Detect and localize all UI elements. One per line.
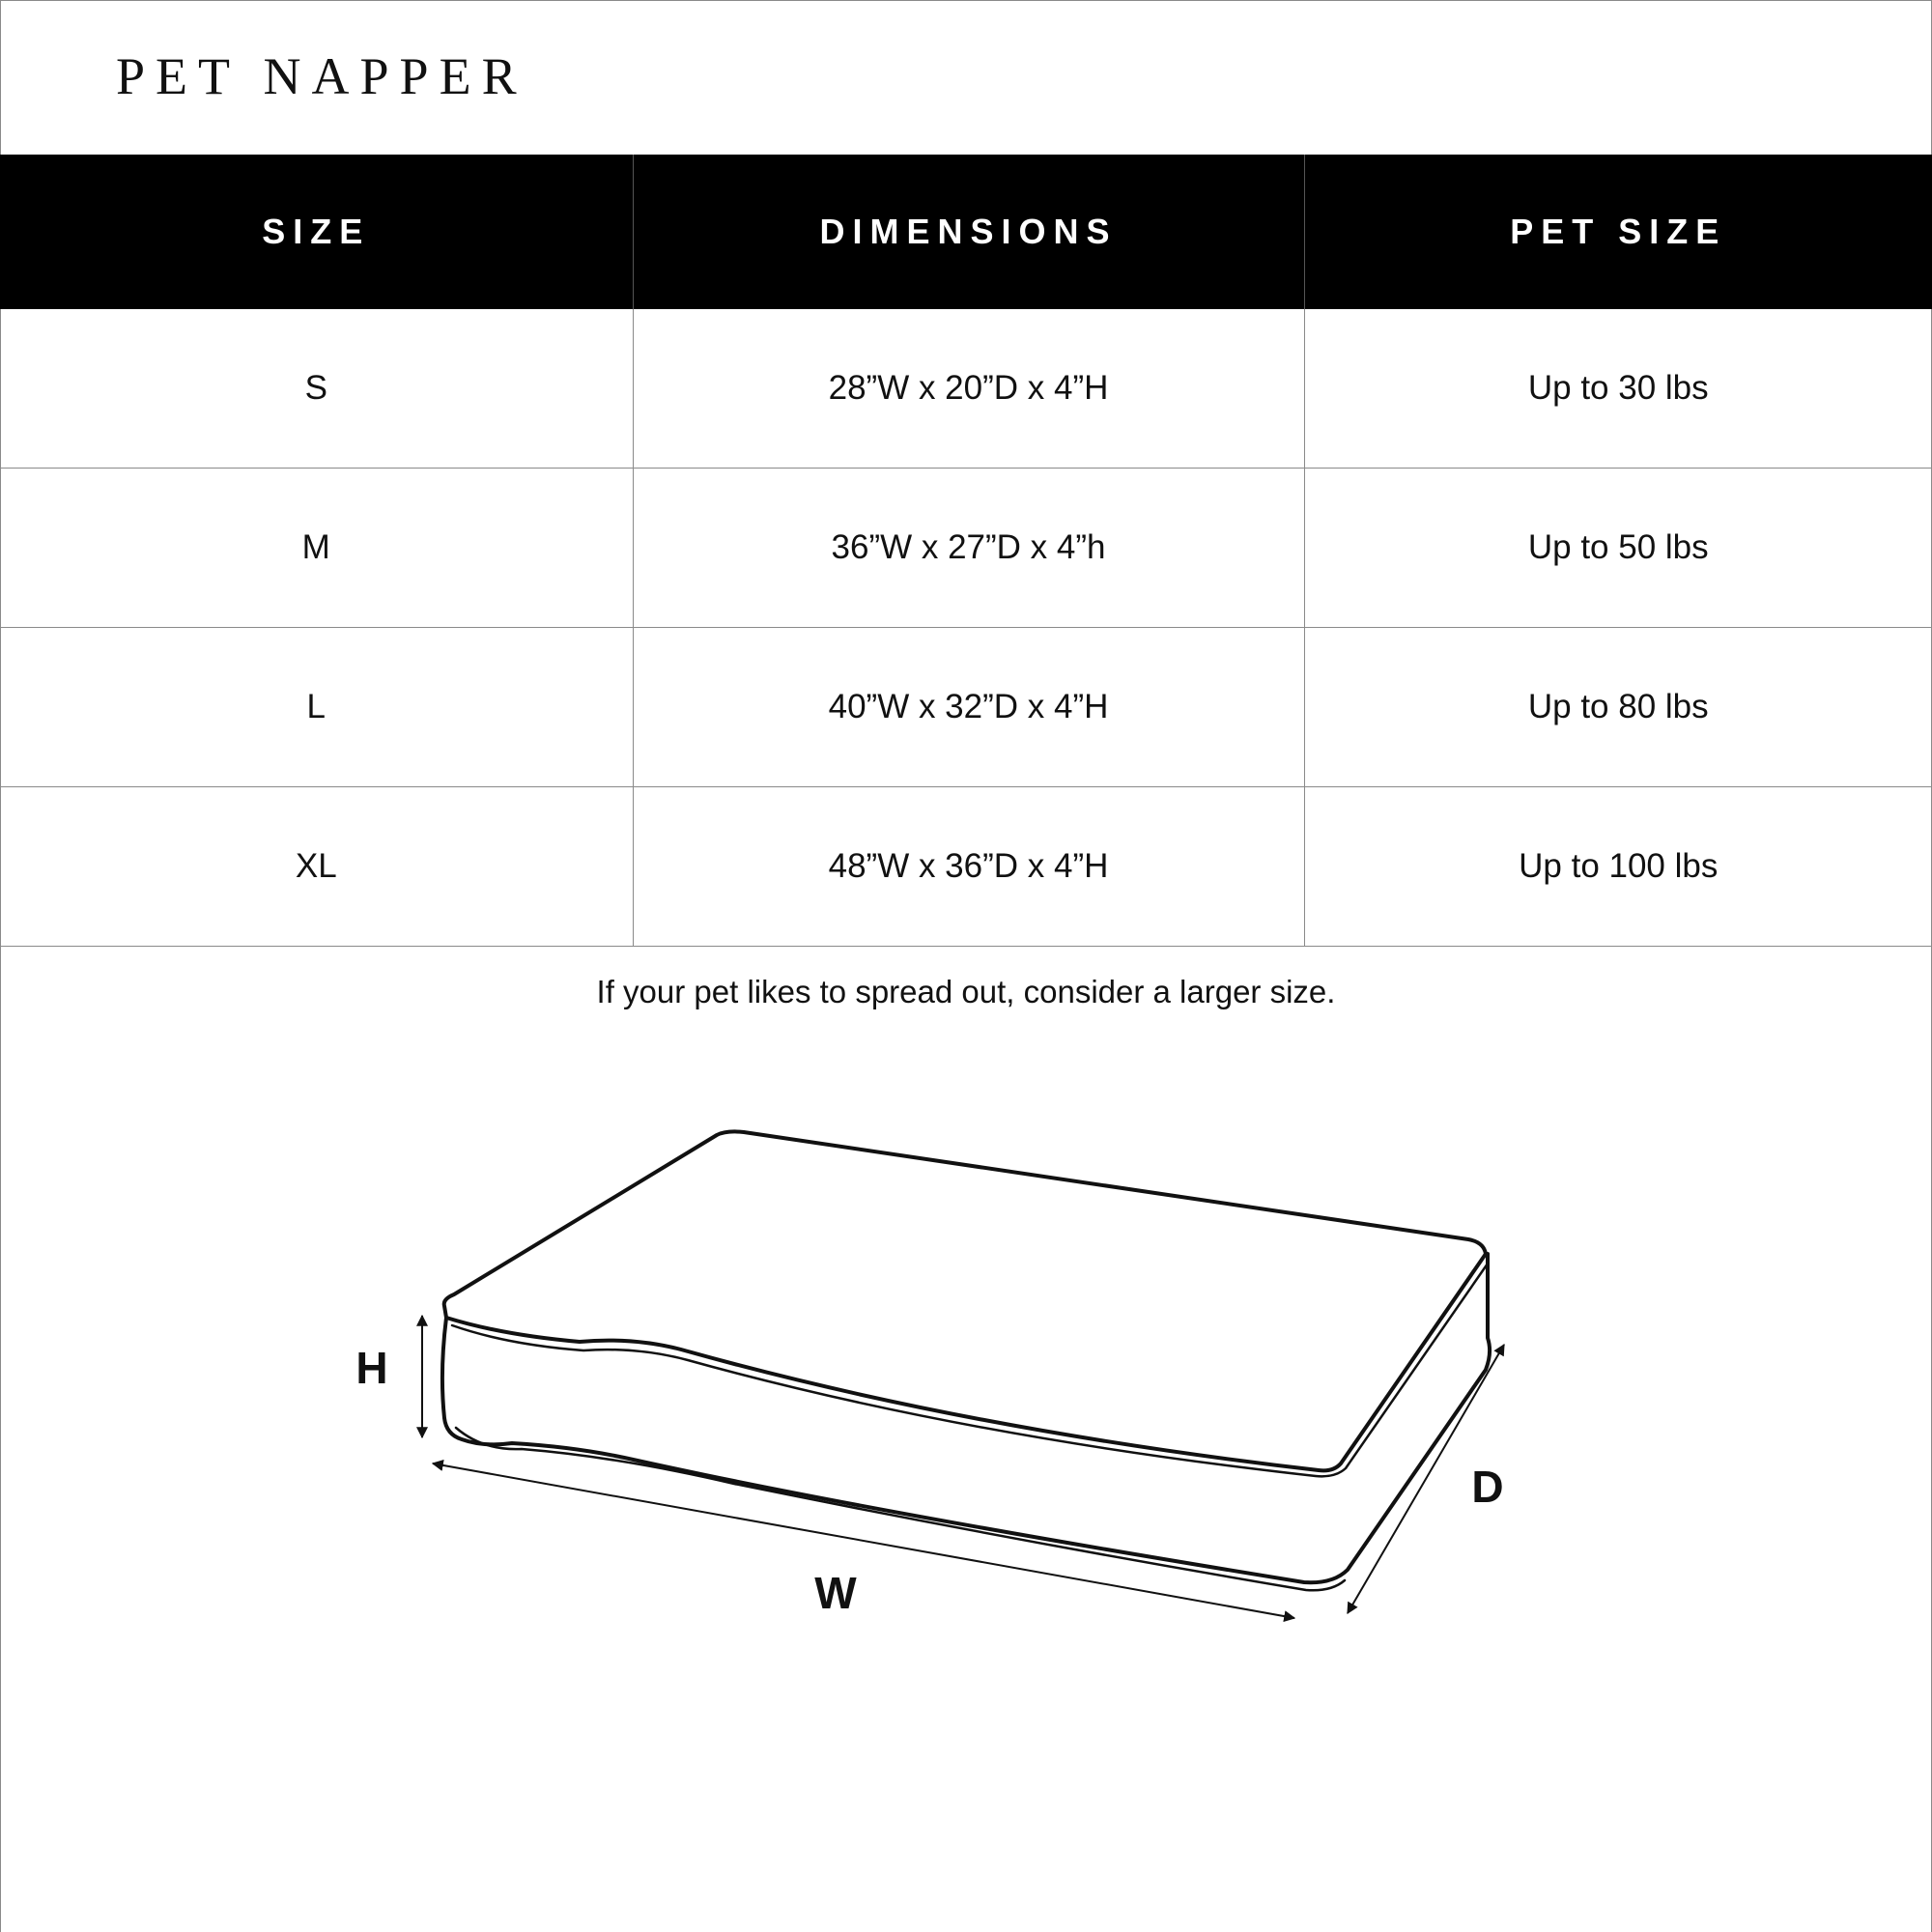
header-size: SIZE (0, 155, 633, 309)
cell-dimensions: 36”W x 27”D x 4”h (633, 469, 1304, 628)
cell-pet-size: Up to 30 lbs (1304, 309, 1932, 469)
brand-title: PET NAPPER (116, 47, 527, 105)
depth-label: D (1471, 1462, 1504, 1512)
header-dimensions: DIMENSIONS (633, 155, 1304, 309)
cell-pet-size: Up to 100 lbs (1304, 787, 1932, 947)
cell-size: L (0, 628, 633, 787)
cell-dimensions: 40”W x 32”D x 4”H (633, 628, 1304, 787)
bed-piping (452, 1264, 1488, 1476)
header-pet-size: PET SIZE (1304, 155, 1932, 309)
pet-bed-drawing (442, 1131, 1490, 1590)
width-arrow (433, 1463, 1294, 1618)
width-label: W (814, 1568, 857, 1618)
cell-pet-size: Up to 80 lbs (1304, 628, 1932, 787)
cell-size: XL (0, 787, 633, 947)
cell-dimensions: 48”W x 36”D x 4”H (633, 787, 1304, 947)
bed-top-face (444, 1131, 1486, 1470)
cell-size: S (0, 309, 633, 469)
cell-dimensions: 28”W x 20”D x 4”H (633, 309, 1304, 469)
cell-pet-size: Up to 50 lbs (1304, 469, 1932, 628)
height-label: H (355, 1343, 388, 1393)
cell-size: M (0, 469, 633, 628)
size-advice-note: If your pet likes to spread out, consider a larger size. (596, 974, 1336, 1009)
